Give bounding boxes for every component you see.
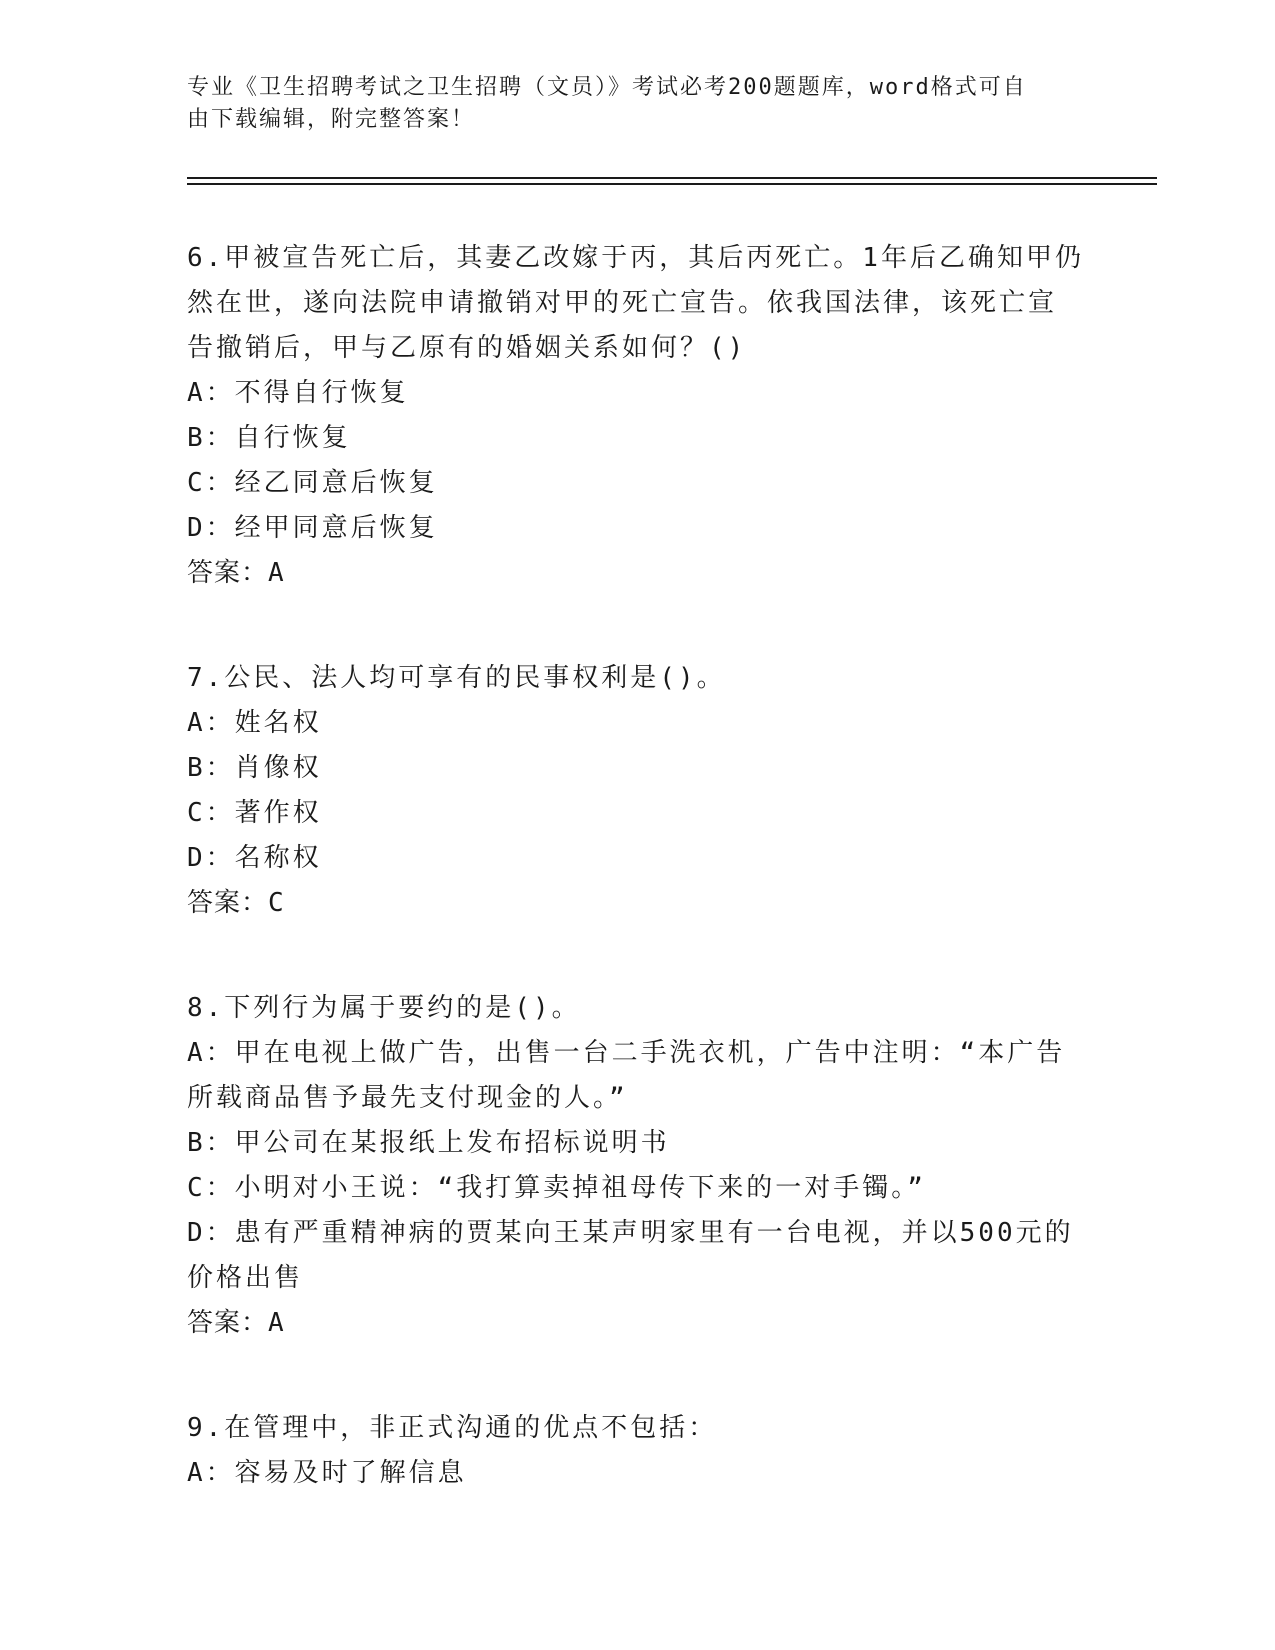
stem-line: 9.在管理中，非正式沟通的优点不包括： [187, 1413, 718, 1443]
option-a: A：姓名权 [187, 708, 322, 738]
option-line: A：甲在电视上做广告，出售一台二手洗衣机，广告中注明：“本广告 [187, 1038, 1066, 1068]
answer-line [187, 1301, 1087, 1346]
stem-line: 然在世，遂向法院申请撤销对甲的死亡宣告。依我国法律，该死亡宣 [187, 288, 1058, 318]
stem-line: 6.甲被宣告死亡后，其妻乙改嫁于丙，其后丙死亡。1年后乙确知甲仍 [187, 243, 1084, 273]
question-list [187, 236, 1087, 1556]
option-b: B：自行恢复 [187, 423, 351, 453]
option-line: 价格出售 [187, 1263, 304, 1293]
question-stem [187, 236, 1087, 371]
answer-label: 答案： [187, 1308, 269, 1338]
stem-line: 8.下列行为属于要约的是()。 [187, 993, 581, 1023]
option-line: D：患有严重精神病的贾某向王某声明家里有一台电视，并以500元的 [187, 1218, 1074, 1248]
option-c: C：小明对小王说：“我打算卖掉祖母传下来的一对手镯。” [187, 1173, 926, 1203]
question-stem [187, 656, 1087, 701]
question-6 [187, 236, 1087, 596]
header-line-2: 由下载编辑，附完整答案！ [187, 107, 476, 132]
question-9 [187, 1406, 1087, 1496]
option-c: C：经乙同意后恢复 [187, 468, 438, 498]
question-stem [187, 986, 1087, 1031]
answer-value: A [268, 558, 285, 588]
question-7 [187, 656, 1087, 926]
header-line-1: 专业《卫生招聘考试之卫生招聘（文员）》考试必考200题题库，word格式可自 [187, 75, 1027, 100]
answer-label: 答案： [187, 888, 269, 918]
stem-line: 告撤销后，甲与乙原有的婚姻关系如何？() [187, 333, 747, 363]
stem-line: 7.公民、法人均可享有的民事权利是()。 [187, 663, 726, 693]
option-d: D：经甲同意后恢复 [187, 513, 438, 543]
option-line: 所载商品售予最先支付现金的人。” [187, 1083, 628, 1113]
answer-value: C [268, 888, 285, 918]
answer-line [187, 881, 1087, 926]
question-stem [187, 1406, 1087, 1451]
header-divider-top [187, 177, 1157, 179]
option-d [187, 1211, 1087, 1301]
option-a: A：容易及时了解信息 [187, 1458, 467, 1488]
answer-line [187, 551, 1087, 596]
option-c: C：著作权 [187, 798, 322, 828]
question-8 [187, 986, 1087, 1346]
answer-value: A [268, 1308, 285, 1338]
option-b: B：肖像权 [187, 753, 322, 783]
option-a: A：不得自行恢复 [187, 378, 409, 408]
document-header [187, 72, 1087, 136]
option-a [187, 1031, 1087, 1121]
header-divider-bottom [187, 183, 1157, 185]
answer-label: 答案： [187, 558, 269, 588]
option-d: D：名称权 [187, 843, 322, 873]
option-b: B：甲公司在某报纸上发布招标说明书 [187, 1128, 670, 1158]
